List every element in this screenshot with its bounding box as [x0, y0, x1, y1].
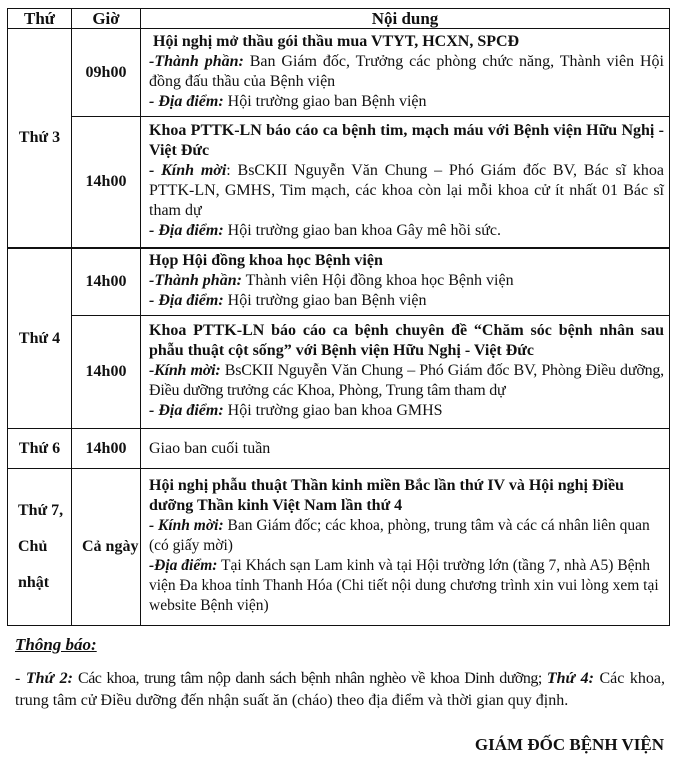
event-label: - Địa điểm:: [149, 402, 224, 419]
event-text: Hội trường giao ban Bệnh viện: [223, 92, 427, 110]
event-text: Giao ban cuối tuần: [149, 439, 271, 457]
event-text: Hội trường giao ban khoa Gây mê hồi sức.: [223, 222, 501, 239]
event-text: BsCKII Nguyễn Văn Chung – Phó Giám đốc BV, Phòng Điều dưỡng, Điều dưỡng trưởng các Khoa, Phòng, Trung tâm tham dự: [149, 362, 664, 399]
header-day: Thứ: [8, 9, 72, 29]
table-row: [8, 117, 670, 248]
event-text: Hội trường giao ban khoa GMHS: [223, 402, 443, 419]
time-cell: 14h00: [72, 429, 141, 469]
signature: GIÁM ĐỐC BỆNH VIỆN: [474, 735, 664, 754]
day-cell: Thứ 4: [8, 249, 72, 429]
table-row: [8, 469, 670, 626]
event-label: -Thành phần:: [149, 272, 242, 289]
day-cell: Thứ 6: [8, 429, 72, 469]
event-line: [149, 291, 664, 311]
event-label: - Kính mời:: [149, 517, 224, 534]
event-line: [149, 52, 664, 92]
event-label: - Kính mời: [149, 162, 227, 179]
schedule-table: [7, 8, 670, 626]
event-content: [141, 29, 670, 117]
notice-body: [15, 668, 665, 712]
event-text: Ban Giám đốc; các khoa, phòng, trung tâm và các cá nhân liên quan (có giấy mời): [149, 517, 650, 554]
event-line: [149, 271, 664, 291]
event-line: [149, 221, 664, 241]
table-row: [8, 429, 670, 469]
event-content: [141, 316, 670, 429]
event-title: Hội nghị mở thầu gói thầu mua VTYT, HCXN, SPCĐ: [153, 32, 520, 50]
table-header-row: [8, 9, 670, 29]
notice-text-monday: Các khoa, trung tâm nộp danh sách bệnh nhân nghèo về khoa Dinh dưỡng;: [73, 670, 547, 687]
event-label: -Địa điểm:: [149, 557, 218, 574]
notice-prefix: -: [15, 670, 26, 687]
table-row: [8, 316, 670, 429]
day-cell: Thứ 7, Chủ nhật: [8, 469, 72, 626]
event-content: [141, 117, 670, 248]
table-row: [8, 29, 670, 117]
time-cell: 09h00: [72, 29, 141, 117]
notice-label-monday: Thứ 2:: [25, 670, 73, 687]
event-content: [141, 429, 670, 469]
event-line: [149, 161, 664, 221]
event-title: Khoa PTTK-LN báo cáo ca bệnh chuyên đề “Chăm sóc bệnh nhân sau phẫu thuật cột sống” với Bệnh viện Hữu Nghị - Việt Đức: [149, 322, 664, 359]
event-label: -Kính mời:: [149, 362, 221, 379]
event-text: Hội trường giao ban Bệnh viện: [223, 292, 427, 309]
event-label: - Địa điểm:: [149, 222, 224, 239]
event-line: [149, 556, 664, 616]
event-title: Khoa PTTK-LN báo cáo ca bệnh tim, mạch máu với Bệnh viện Hữu Nghị - Việt Đức: [149, 122, 664, 159]
header-time: Giờ: [72, 9, 141, 29]
notice-text-wednesday: Các khoa, trung tâm cử Điều dưỡng đến nhận suất ăn (cháo) theo địa điểm và thời gian quy định.: [15, 670, 666, 709]
day-cell: Thứ 3: [8, 29, 72, 248]
time-cell: 14h00: [72, 249, 141, 316]
event-title: Hội nghị phẫu thuật Thần kinh miền Bắc lần thứ IV và Hội nghị Điều dưỡng Thần kinh Việt Nam lần thứ 4: [149, 477, 624, 514]
event-line: [149, 361, 664, 401]
event-line: [149, 401, 664, 421]
header-content: Nội dung: [141, 9, 670, 29]
event-text: : BsCKII Nguyễn Văn Chung – Phó Giám đốc BV, Bác sĩ khoa PTTK-LN, GMHS, Tim mạch, các khoa còn lại mỗi khoa cử ít nhất 01 Bác sĩ tham dự: [149, 162, 665, 219]
event-label: - Địa điểm:: [149, 292, 224, 309]
notice-label-wednesday: Thứ 4:: [546, 670, 594, 687]
event-content: [141, 249, 670, 316]
event-text: Tại Khách sạn Lam kinh và tại Hội trường lớn (tầng 7, nhà A5) Bệnh viện Đa khoa tỉnh Thanh Hóa (Chi tiết nội dung chương trình xin vui lòng xem tại website Bệnh viện): [149, 557, 659, 614]
time-cell: 14h00: [72, 117, 141, 248]
event-text: Ban Giám đốc, Trưởng các phòng chức năng, Thành viên Hội đồng đấu thầu của Bệnh viện: [149, 52, 665, 90]
event-line: [149, 516, 664, 556]
notice-title: Thông báo:: [15, 635, 97, 654]
notice-section: [15, 634, 665, 712]
event-text: Thành viên Hội đồng khoa học Bệnh viện: [241, 272, 514, 289]
event-label: - Địa điểm:: [149, 92, 224, 110]
time-cell: 14h00: [72, 316, 141, 429]
event-label: -Thành phần:: [149, 52, 244, 70]
time-cell: Cả ngày: [72, 469, 141, 626]
event-title: Họp Hội đồng khoa học Bệnh viện: [149, 252, 383, 269]
event-line: [149, 92, 664, 112]
event-content: [141, 469, 670, 626]
table-row: [8, 249, 670, 316]
